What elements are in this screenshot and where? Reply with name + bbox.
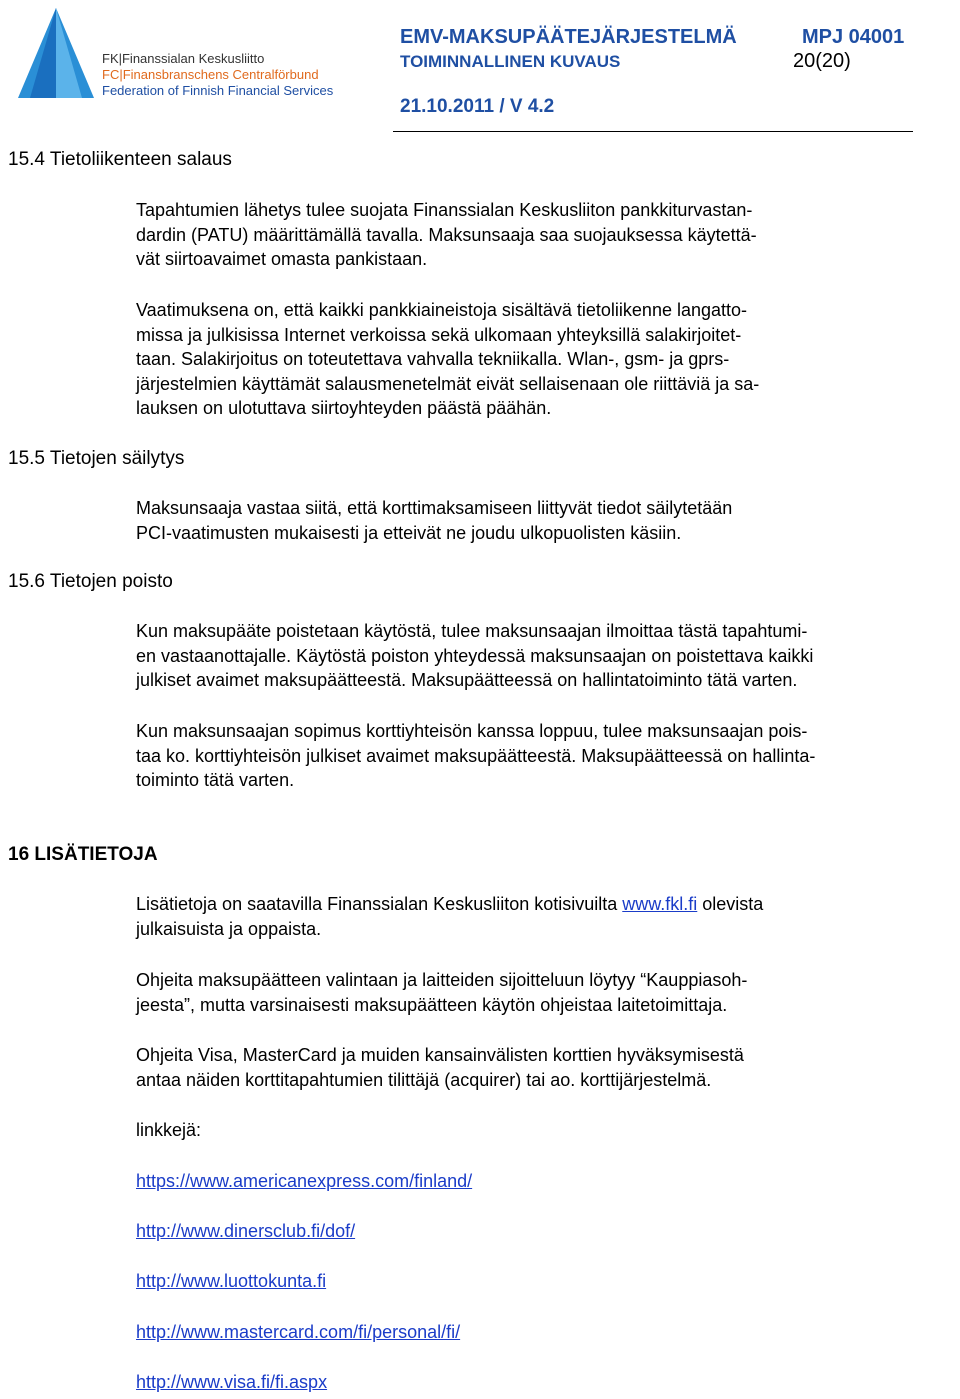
document-subtitle: TOIMINNALLINEN KUVAUS [400,52,621,71]
page-number: 20(20) [793,50,851,72]
text-line: Vaatimuksena on, että kaikki pankkiaineistoja sisältävä tietoliikenne langatto- [136,300,748,320]
paragraph-15-6-1 [136,619,813,693]
text-line: Tapahtumien lähetys tulee suojata Finanssialan Keskusliiton pankkiturvastan- [136,200,753,220]
fk-logo-mark-icon [12,6,98,102]
text-line: Ohjeita Visa, MasterCard ja muiden kansainvälisten korttien hyväksymisestä [136,1045,744,1065]
logo-line-fk: FK|Finanssialan Keskusliitto [102,51,265,66]
fk-logo [12,6,332,102]
section-heading-15-6: 15.6 Tietojen poisto [8,571,173,592]
text-run: Lisätietoja on saatavilla Finanssialan Keskusliiton kotisivuilta [136,894,623,914]
text-line: Kun maksunsaajan sopimus korttiyhteisön kanssa loppuu, tulee maksunsaajan pois- [136,721,808,741]
text-line: dardin (PATU) määrittämällä tavalla. Maksunsaaja saa suojauksessa käytettä- [136,224,757,245]
text-line [136,892,763,917]
section-heading-16: 16 LISÄTIETOJA [8,844,158,865]
paragraph-16-3 [136,1043,744,1092]
link-visa[interactable]: http://www.visa.fi/fi.aspx [136,1372,328,1392]
text-line: järjestelmien käyttämät salausmenetelmät eivät sellaisenaan ole riittäviä ja sa- [136,373,760,394]
document-title: EMV-MAKSUPÄÄTEJÄRJESTELMÄ [400,26,737,48]
paragraph-15-5-1 [136,496,732,545]
logo-line-en: Federation of Finnish Financial Services [102,83,334,98]
section-heading-15-5: 15.5 Tietojen säilytys [8,448,185,469]
link-mastercard[interactable]: http://www.mastercard.com/fi/personal/fi/ [136,1322,461,1342]
text-line: PCI-vaatimusten mukaisesti ja etteivät ne joudu ulkopuolisten käsiin. [136,522,682,543]
fkl-link[interactable]: www.fkl.fi [622,894,698,914]
text-line: lauksen on ulotuttava siirtoyhteyden päästä päähän. [136,398,552,419]
link-luottokunta[interactable]: http://www.luottokunta.fi [136,1271,327,1291]
paragraph-16-1 [136,892,763,941]
text-line: julkaisuista ja oppaista. [136,918,322,939]
section-heading-15-4: 15.4 Tietoliikenteen salaus [8,149,232,170]
text-line: antaa näiden korttitapahtumien tilittäjä (acquirer) tai ao. korttijärjestelmä. [136,1069,712,1090]
links-label: linkkejä: [136,1120,202,1140]
logo-line-fc: FC|Finansbranschens Centralförbund [102,67,319,82]
document-code: MPJ 04001 [802,26,905,48]
document-date: 21.10.2011 / V 4.2 [400,96,555,117]
header-rule [393,131,913,132]
text-line: taa ko. korttiyhteisön julkiset avaimet maksupäätteestä. Maksupäätteessä on hallinta- [136,745,816,766]
text-line: Ohjeita maksupäätteen valintaan ja laitteiden sijoitteluun löytyy “Kauppiasoh- [136,970,748,990]
text-line: vät siirtoavaimet omasta pankistaan. [136,249,428,270]
text-line: en vastaanottajalle. Käytöstä poiston yhteydessä maksunsaajan on poistettava kaikki [136,645,814,666]
text-line: julkiset avaimet maksupäätteestä. Maksupäätteessä on hallintatoiminto tätä varten. [136,670,798,691]
text-line: missa ja julkisissa Internet verkoissa sekä ulkomaan yhteyksillä salakirjoitet- [136,324,742,345]
paragraph-15-4-1 [136,198,757,272]
link-americanexpress[interactable]: https://www.americanexpress.com/finland/ [136,1171,473,1191]
text-line: jeesta”, mutta varsinaisesti maksupäätteen käytön ohjeistaa laitetoimittaja. [136,994,728,1015]
text-line: taan. Salakirjoitus on toteutettava vahvalla tekniikalla. Wlan-, gsm- ja gprs- [136,349,730,370]
paragraph-15-4-2 [136,298,759,421]
paragraph-15-6-2 [136,719,815,793]
text-run: olevista [697,894,764,914]
link-dinersclub[interactable]: http://www.dinersclub.fi/dof/ [136,1221,356,1241]
text-line: toiminto tätä varten. [136,770,295,791]
text-line: Maksunsaaja vastaa siitä, että korttimaksamiseen liittyvät tiedot säilytetään [136,498,733,518]
text-line: Kun maksupääte poistetaan käytöstä, tulee maksunsaajan ilmoittaa tästä tapahtumi- [136,621,808,641]
paragraph-16-2 [136,968,747,1017]
